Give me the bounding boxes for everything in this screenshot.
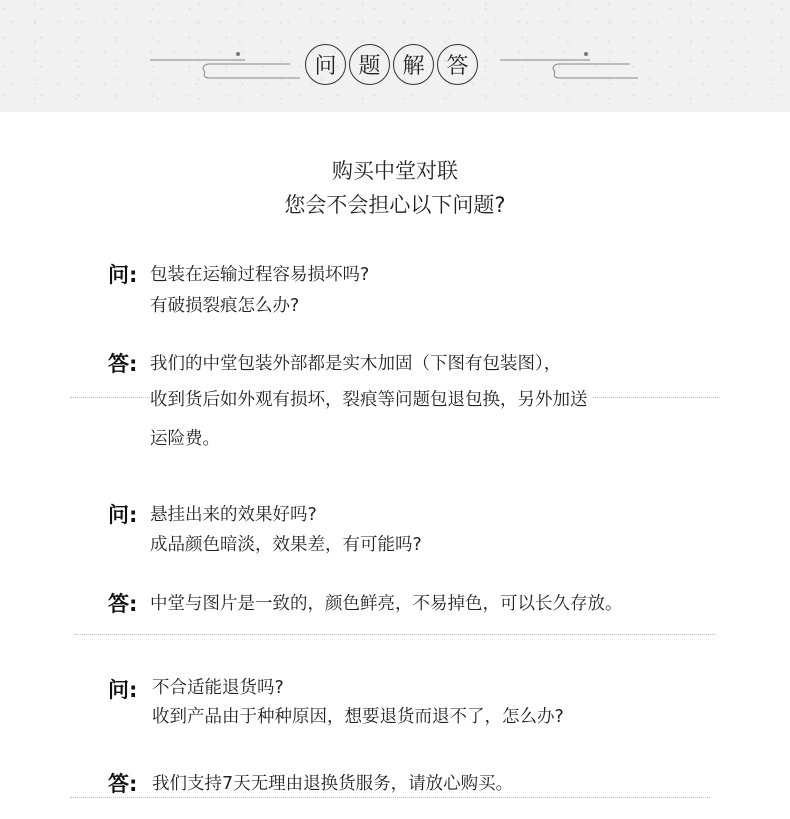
answer-1-line-3: 运险费。 bbox=[150, 429, 220, 449]
answer-3-line-1: 我们支持7天无理由退换货服务，请放心购买。 bbox=[152, 774, 514, 794]
question-1-line-1: 包装在运输过程容易损坏吗? bbox=[150, 265, 370, 285]
title-char-2: 题 bbox=[349, 44, 390, 85]
left-cloud-ornament bbox=[150, 46, 300, 86]
question-label: 问: bbox=[108, 263, 138, 287]
right-cloud-ornament bbox=[500, 46, 640, 86]
heading-line-2: 您会不会担心以下问题? bbox=[284, 193, 506, 217]
question-label: 问: bbox=[108, 678, 138, 702]
answer-label: 答: bbox=[108, 772, 138, 796]
question-1-line-2: 有破损裂痕怎么办? bbox=[150, 296, 300, 316]
divider bbox=[70, 797, 710, 798]
question-3-line-2: 收到产品由于种种原因，想要退货而退不了，怎么办? bbox=[152, 707, 564, 727]
title-char-3: 解 bbox=[393, 44, 434, 85]
question-label: 问: bbox=[108, 503, 138, 527]
title-char-1: 问 bbox=[305, 44, 346, 85]
heading-line-1: 购买中堂对联 bbox=[332, 159, 458, 183]
question-3-line-1: 不合适能退货吗? bbox=[152, 678, 284, 698]
question-2-line-1: 悬挂出来的效果好吗? bbox=[150, 505, 317, 525]
answer-1-line-1: 我们的中堂包装外部都是实木加固（下图有包装图）， bbox=[150, 354, 562, 374]
title-char-4: 答 bbox=[437, 44, 478, 85]
qa-title bbox=[305, 44, 478, 85]
answer-2-line-1: 中堂与图片是一致的，颜色鲜亮，不易掉色，可以长久存放。 bbox=[150, 594, 623, 614]
answer-label: 答: bbox=[108, 592, 138, 616]
question-2-line-2: 成品颜色暗淡，效果差，有可能吗? bbox=[150, 535, 422, 555]
divider bbox=[75, 634, 715, 635]
answer-1-line-2: 收到货后如外观有损坏，裂痕等问题包退包换，另外加送 bbox=[150, 386, 592, 411]
header-banner bbox=[0, 0, 790, 112]
answer-label: 答: bbox=[108, 352, 138, 376]
